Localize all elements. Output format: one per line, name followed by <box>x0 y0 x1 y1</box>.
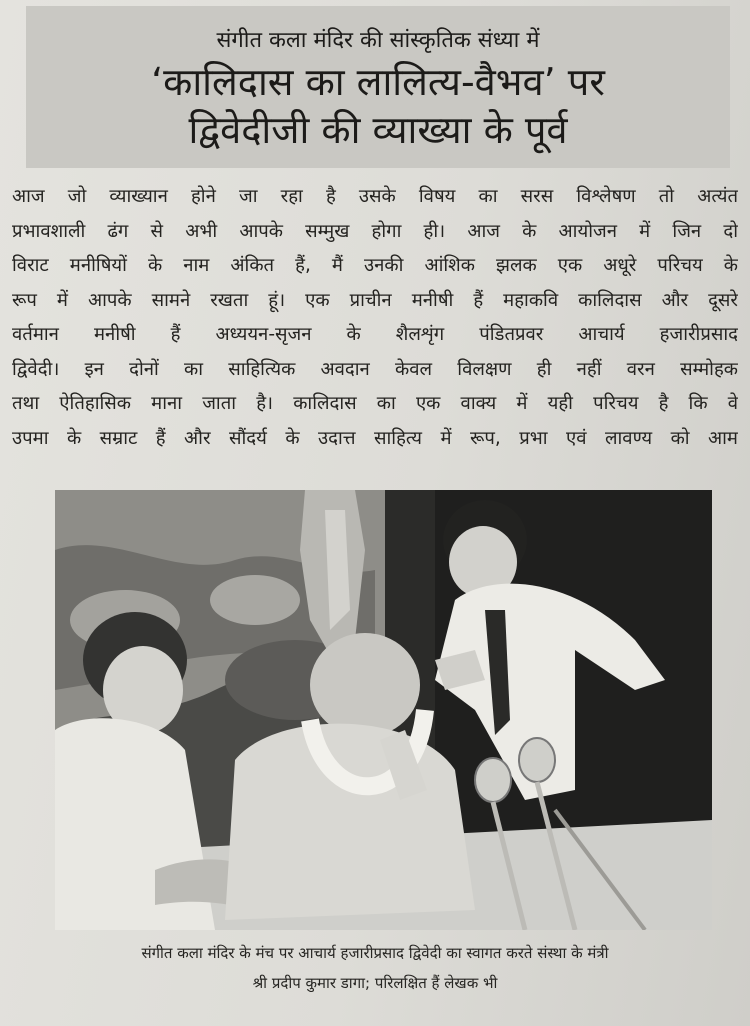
heading-title-line-1: ‘कालिदास का लालित्य-वैभव’ पर <box>151 60 605 104</box>
event-photograph <box>55 490 712 930</box>
photo-caption <box>30 938 720 998</box>
heading-box <box>26 6 730 168</box>
body-paragraph <box>12 180 738 456</box>
photo-caption-line-2: श्री प्रदीप कुमार डागा; परिलक्षित हैं लेखक भी <box>252 974 498 992</box>
body-line: प्रभावशाली ढंग से अभी आपके सम्मुख होगा ही। आज के आयोजन में जिन दो <box>12 220 738 242</box>
heading-subtitle: संगीत कला मंदिर की सांस्कृतिक संध्या में <box>216 28 540 53</box>
body-line: विराट मनीषियों के नाम अंकित हैं, मैं उनकी आंशिक झलक एक अधूरे परिचय के <box>12 255 738 276</box>
photo-caption-line-1: संगीत कला मंदिर के मंच पर आचार्य हजारीप्रसाद द्विवेदी का स्वागत करते संस्था के मंत्री <box>141 944 609 962</box>
body-line: वर्तमान मनीषी हैं अध्ययन-सृजन के शैलशृंग पंडितप्रवर आचार्य हजारीप्रसाद <box>12 324 738 345</box>
body-line: तथा ऐतिहासिक माना जाता है। कालिदास का एक वाक्य में यही परिचय है कि वे <box>12 393 738 414</box>
body-line: द्विवेदी। इन दोनों का साहित्यिक अवदान केवल विलक्षण ही नहीं वरन सम्मोहक <box>12 358 738 380</box>
body-line: रूप में आपके सामने रखता हूं। एक प्राचीन मनीषी हैं महाकवि कालिदास और दूसरे <box>12 289 738 311</box>
heading-title-line-2: द्विवेदीजी की व्याख्या के पूर्व <box>188 108 568 152</box>
body-line: उपमा के सम्राट हैं और सौंदर्य के उदात्त साहित्य में रूप, प्रभा एवं लावण्य को आम <box>12 427 738 449</box>
body-line: आज जो व्याख्यान होने जा रहा है उसके विषय का सरस विश्लेषण तो अत्यंत <box>12 186 738 207</box>
